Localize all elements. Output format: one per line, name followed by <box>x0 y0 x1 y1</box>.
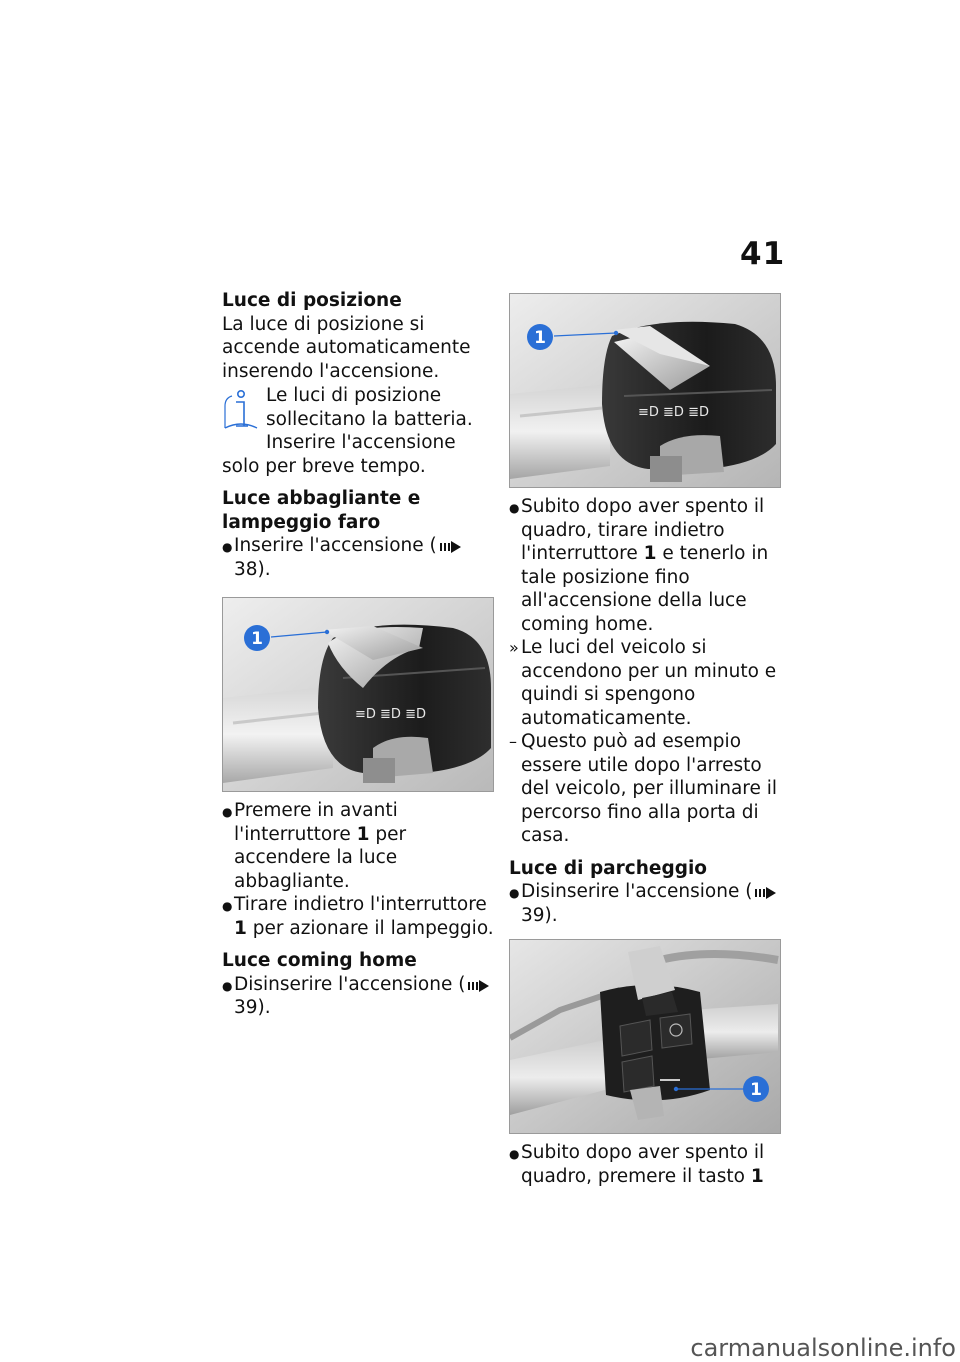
section-title-parking-light: Luce di parcheggio <box>509 857 708 879</box>
dash-icon: – <box>509 732 517 751</box>
section-title-position-light: Luce di posizione <box>222 290 402 311</box>
bullet-icon: ● <box>222 899 233 913</box>
figure-callout-1: 1 <box>251 629 263 649</box>
figure-handlebar-switch-2 <box>509 293 781 488</box>
info-note-text: Le luci di posizione sollecitano la batteria. Inserire l'accensione solo per breve tempo. <box>222 385 473 477</box>
page-reference[interactable]: 39 <box>521 904 545 926</box>
result-icon: » <box>509 638 519 657</box>
figure-handlebar-switch-3 <box>509 939 781 1134</box>
watermark: carmanualsonline.info <box>690 1334 956 1362</box>
page-number: 41 <box>740 236 786 272</box>
bullet-icon: ● <box>222 540 233 554</box>
list-item: ● Subito dopo aver spento il quadro, tirare indietro l'interruttore 1 e tenerlo in tale posizione fino all'accensione della luce coming home. <box>509 496 769 635</box>
list-item: ● Inserire l'accensione (38). <box>222 534 494 581</box>
info-note <box>222 384 494 478</box>
bullet-icon: ● <box>509 1147 520 1161</box>
bullet-icon: ● <box>509 886 520 900</box>
arrow-reference-icon <box>468 980 490 992</box>
section-title-high-beam: Luce abbagliante e lampeggio faro <box>222 488 421 533</box>
svg-text:≡D ≣D ≣D: ≡D ≣D ≣D <box>638 405 709 420</box>
list-item: ● Subito dopo aver spento il quadro, premere il tasto 1 <box>509 1142 765 1187</box>
arrow-reference-icon <box>755 887 777 899</box>
figure-handlebar-switch-1 <box>222 597 494 792</box>
info-icon <box>222 386 260 432</box>
bullet-icon: ● <box>222 805 233 819</box>
list-item: ● Disinserire l'accensione (39). <box>222 973 494 1020</box>
figure-callout-1: 1 <box>750 1080 762 1100</box>
figure-callout-1: 1 <box>534 328 546 348</box>
bullet-icon: ● <box>509 501 520 515</box>
result-item: » Le luci del veicolo si accendono per un minuto e quindi si spengono automaticamente. <box>509 637 777 729</box>
arrow-reference-icon <box>440 541 462 553</box>
page-reference[interactable]: 38 <box>234 558 258 580</box>
list-item: ● Disinserire l'accensione (39). <box>509 880 781 927</box>
list-item: ● Tirare indietro l'interruttore 1 per azionare il lampeggio. <box>222 894 494 939</box>
list-item: ● Premere in avanti l'interruttore 1 per accendere la luce abbagliante. <box>222 800 407 892</box>
section-title-coming-home: Luce coming home <box>222 950 417 971</box>
dash-item: – Questo può ad esempio essere utile dopo l'arresto del veicolo, per illuminare il percorso fino alla porta di casa. <box>509 731 778 846</box>
svg-text:≡D ≣D ≣D: ≡D ≣D ≣D <box>355 707 426 722</box>
position-light-text: La luce di posizione si accende automaticamente inserendo l'accensione. <box>222 313 471 382</box>
page-reference[interactable]: 39 <box>234 997 258 1018</box>
right-column <box>509 293 781 1188</box>
left-column <box>222 289 494 1020</box>
bullet-icon: ● <box>222 978 233 993</box>
